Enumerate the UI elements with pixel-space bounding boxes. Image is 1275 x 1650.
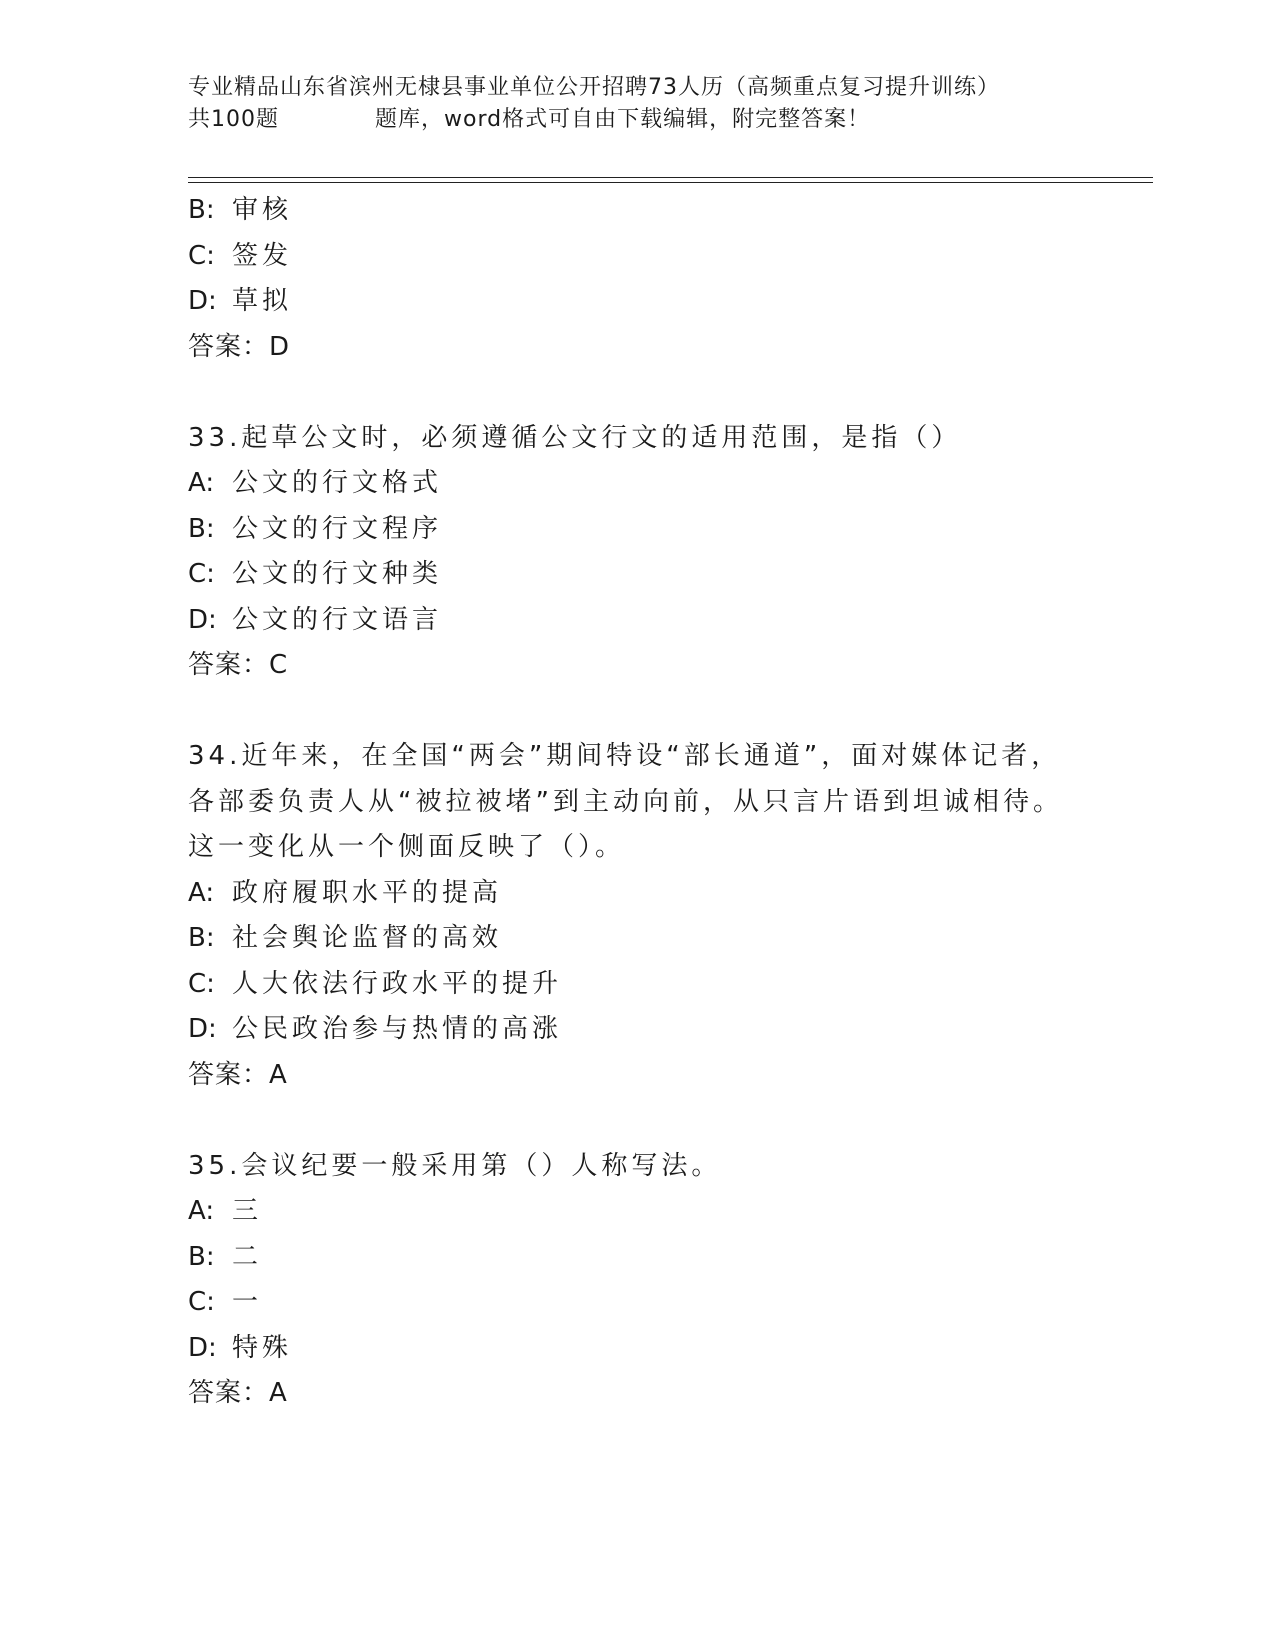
option-label: C:	[188, 240, 215, 271]
option-label: B:	[188, 923, 215, 953]
option-label: D:	[188, 286, 217, 316]
header-title-line: 专业精品山东省滨州无棣县事业单位公开招聘73人历（高频重点复习提升训练）	[188, 75, 1000, 100]
option-row	[188, 234, 1148, 280]
option-row	[188, 916, 1148, 962]
option-label: B:	[188, 1241, 215, 1272]
option-row	[188, 1235, 1148, 1281]
option-text: 公文的行文种类	[232, 559, 443, 589]
header-question-count: 共100题	[188, 107, 279, 132]
option-row	[188, 1007, 1148, 1053]
option-label: D:	[188, 1014, 217, 1044]
option-text: 公文的行文语言	[232, 604, 443, 635]
option-label: B:	[188, 195, 215, 225]
question-stem: 34.近年来，在全国“两会”期间特设“部长通道”，面对媒体记者，	[188, 741, 1062, 771]
option-row	[188, 1189, 1148, 1235]
option-text: 二	[232, 1241, 263, 1272]
option-row	[188, 279, 1148, 325]
option-text: 审核	[232, 195, 293, 225]
question-block-35	[188, 1144, 1148, 1417]
option-text: 人大依法行政水平的提升	[232, 968, 563, 999]
question-block-34	[188, 734, 1148, 1098]
question-stem: 33.起草公文时，必须遵循公文行文的适用范围，是指（）	[188, 422, 962, 453]
answer-line: 答案：A	[188, 1059, 288, 1090]
option-row	[188, 552, 1148, 598]
option-text: 草拟	[232, 286, 293, 316]
prev-question-block	[188, 188, 1148, 370]
option-text: 社会舆论监督的高效	[232, 923, 503, 953]
answer-line: 答案：A	[188, 1378, 288, 1408]
option-text: 政府履职水平的提高	[232, 877, 503, 908]
option-label: C:	[188, 968, 215, 999]
answer-line: 答案：D	[188, 331, 291, 362]
option-row	[188, 871, 1148, 917]
document-header	[188, 72, 1088, 136]
question-stem: 35.会议纪要一般采用第（）人称写法。	[188, 1150, 722, 1181]
option-text: 公民政治参与热情的高涨	[232, 1014, 563, 1044]
answer-line: 答案：C	[188, 650, 289, 680]
option-text: 公文的行文程序	[232, 513, 443, 544]
option-row	[188, 1326, 1148, 1372]
option-label: A:	[188, 1196, 215, 1226]
option-text: 三	[232, 1196, 263, 1226]
header-description: 题库，word格式可自由下载编辑，附完整答案！	[375, 107, 871, 132]
option-row	[188, 598, 1148, 644]
header-divider-bottom	[188, 182, 1153, 183]
option-label: A:	[188, 468, 215, 498]
option-row	[188, 507, 1148, 553]
option-label: C:	[188, 1287, 215, 1317]
option-row	[188, 962, 1148, 1008]
question-stem: 这一变化从一个侧面反映了（）。	[188, 832, 626, 862]
question-list	[188, 188, 1148, 1417]
header-subtitle-line	[188, 104, 1088, 136]
option-label: D:	[188, 604, 217, 635]
option-text: 签发	[232, 240, 293, 271]
option-text: 特殊	[232, 1332, 293, 1363]
header-divider-top	[188, 177, 1153, 178]
option-label: D:	[188, 1332, 217, 1363]
question-stem: 各部委负责人从“被拉被堵”到主动向前，从只言片语到坦诚相待。	[188, 786, 1063, 817]
option-label: A:	[188, 877, 215, 908]
option-row	[188, 461, 1148, 507]
option-row	[188, 188, 1148, 234]
option-text: 公文的行文格式	[232, 468, 443, 498]
option-label: B:	[188, 513, 215, 544]
option-row	[188, 1280, 1148, 1326]
question-block-33	[188, 416, 1148, 689]
option-text: 一	[232, 1287, 263, 1317]
option-label: C:	[188, 559, 215, 589]
